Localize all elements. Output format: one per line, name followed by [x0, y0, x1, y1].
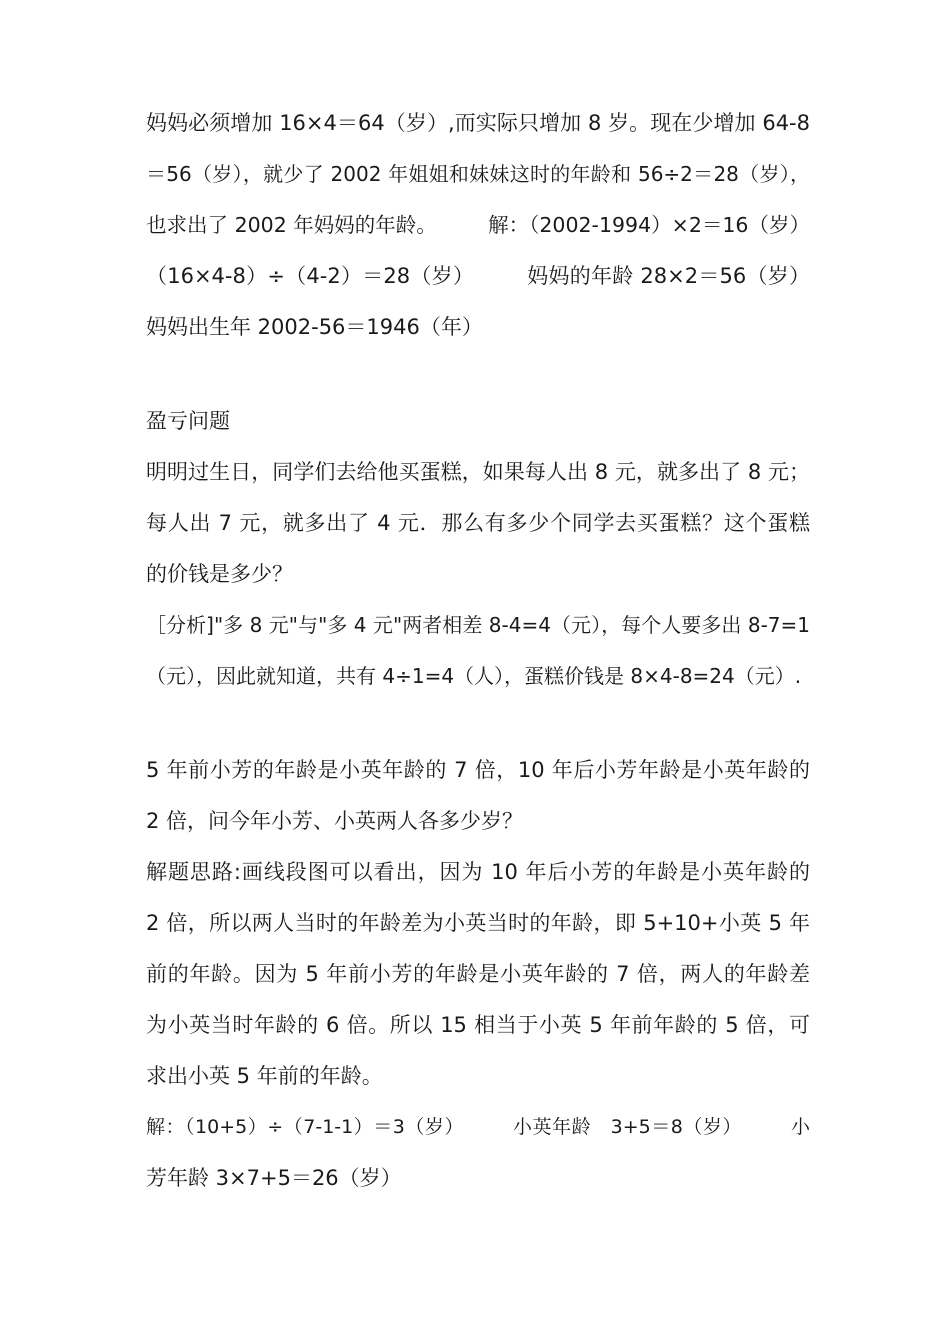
paragraph-line: 也求出了 2002 年妈妈的年龄。 解：（2002-1994）×2＝16（岁） [146, 213, 810, 237]
paragraph-line: 妈妈出生年 2002-56＝1946（年） [146, 315, 483, 339]
paragraph-line: 的价钱是多少？ [146, 562, 293, 586]
paragraph-line: 2 倍，问今年小芳、小英两人各多少岁？ [146, 809, 524, 833]
solution-line: 求出小英 5 年前的年龄。 [146, 1064, 383, 1088]
solution-line: 2 倍，所以两人当时的年龄差为小英当时的年龄，即 5+10+小英 5 年 [146, 911, 810, 935]
paragraph-line: （16×4-8）÷（4-2）＝28（岁） 妈妈的年龄 28×2＝56（岁） [146, 264, 810, 288]
analysis-line: ［分析]"多 8 元"与"多 4 元"两者相差 8-4=4（元），每个人要多出 8-7=1 [146, 613, 810, 637]
analysis-line: （元），因此就知道，共有 4÷1=4（人），蛋糕价钱是 8×4-8=24（元）. [146, 664, 802, 688]
solution-line: 解题思路:画线段图可以看出，因为 10 年后小芳的年龄是小英年龄的 [146, 860, 810, 884]
solution-line: 为小英当时年龄的 6 倍。所以 15 相当于小英 5 年前年龄的 5 倍，可 [146, 1013, 810, 1037]
solution-line: 前的年龄。因为 5 年前小芳的年龄是小英年龄的 7 倍，两人的年龄差 [146, 962, 810, 986]
paragraph-line: 明明过生日，同学们去给他买蛋糕，如果每人出 8 元，就多出了 8 元； [146, 460, 810, 484]
paragraph-line: 妈妈必须增加 16×4＝64（岁）,而实际只增加 8 岁。现在少增加 64-8 [146, 111, 810, 135]
answer-line: 解：（10+5）÷（7-1-1）＝3（岁） 小英年龄 3+5＝8（岁） 小 [146, 1116, 810, 1138]
paragraph-line: 5 年前小芳的年龄是小英年龄的 7 倍，10 年后小芳年龄是小英年龄的 [146, 758, 810, 782]
section-heading: 盈亏问题 [146, 409, 230, 433]
answer-line: 芳年龄 3×7+5＝26（岁） [146, 1166, 402, 1190]
paragraph-line: ＝56（岁），就少了 2002 年姐姐和妹妹这时的年龄和 56÷2＝28（岁）， [146, 162, 810, 186]
paragraph-line: 每人出 7 元，就多出了 4 元．那么有多少个同学去买蛋糕？这个蛋糕 [146, 511, 810, 535]
